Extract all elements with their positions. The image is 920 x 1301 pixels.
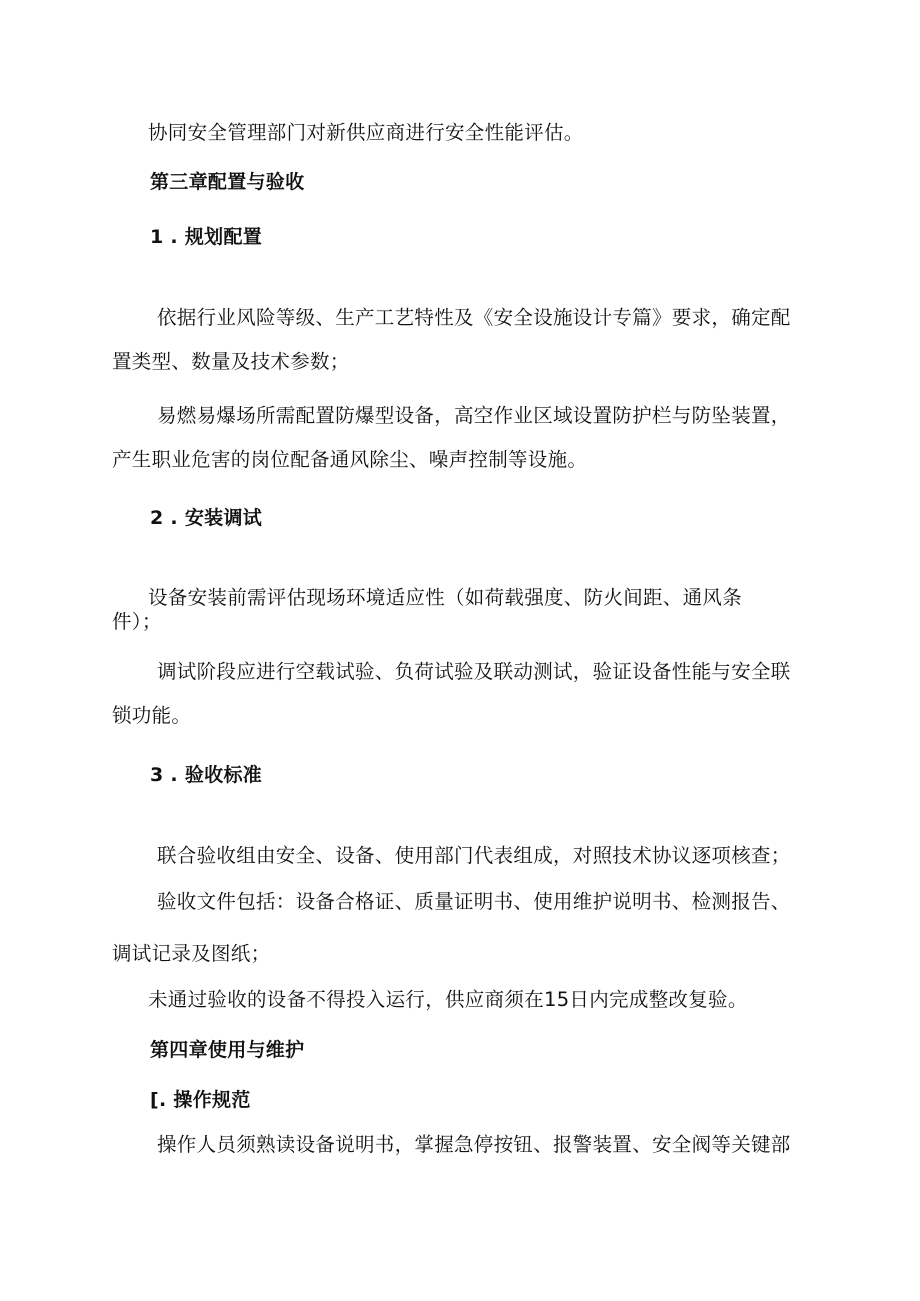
paragraph-line: 设备安装前需评估现场环境适应性（如荷载强度、防火间距、通风条 (148, 586, 743, 609)
paragraph-line: 未通过验收的设备不得投入运行，供应商须在15日内完成整改复验。 (148, 988, 748, 1011)
paragraph-intro: 协同安全管理部门对新供应商进行安全性能评估。 (148, 121, 584, 144)
paragraph-line: 置类型、数量及技术参数； (112, 350, 350, 373)
paragraph-line: 易燃易爆场所需配置防爆型设备，高空作业区域设置防护栏与防坠装置， (157, 404, 791, 427)
paragraph-line: 联合验收组由安全、设备、使用部门代表组成，对照技术协议逐项核查； (157, 844, 791, 867)
paragraph-line: 调试记录及图纸； (112, 942, 271, 965)
section-4-1-heading: [. 操作规范 (150, 1089, 251, 1111)
paragraph-line: 依据行业风险等级、生产工艺特性及《安全设施设计专篇》要求，确定配 (157, 306, 791, 329)
chapter-3-heading: 第三章配置与验收 (150, 171, 305, 193)
chapter-4-heading: 第四章使用与维护 (150, 1039, 305, 1061)
paragraph-line: 产生职业危害的岗位配备通风除尘、噪声控制等设施。 (112, 448, 588, 471)
section-3-heading: 3 . 验收标准 (150, 764, 263, 786)
paragraph-line: 调试阶段应进行空载试验、负荷试验及联动测试，验证设备性能与安全联 (157, 660, 791, 683)
section-2-heading: 2 . 安装调试 (150, 507, 263, 529)
paragraph-line: 锁功能。 (112, 704, 192, 727)
paragraph-line: 验收文件包括：设备合格证、质量证明书、使用维护说明书、检测报告、 (157, 890, 791, 913)
paragraph-line: 操作人员须熟读设备说明书，掌握急停按钮、报警装置、安全阀等关键部 (157, 1133, 791, 1156)
paragraph-line: 件）； (112, 610, 162, 633)
section-1-heading: 1 . 规划配置 (150, 226, 263, 248)
